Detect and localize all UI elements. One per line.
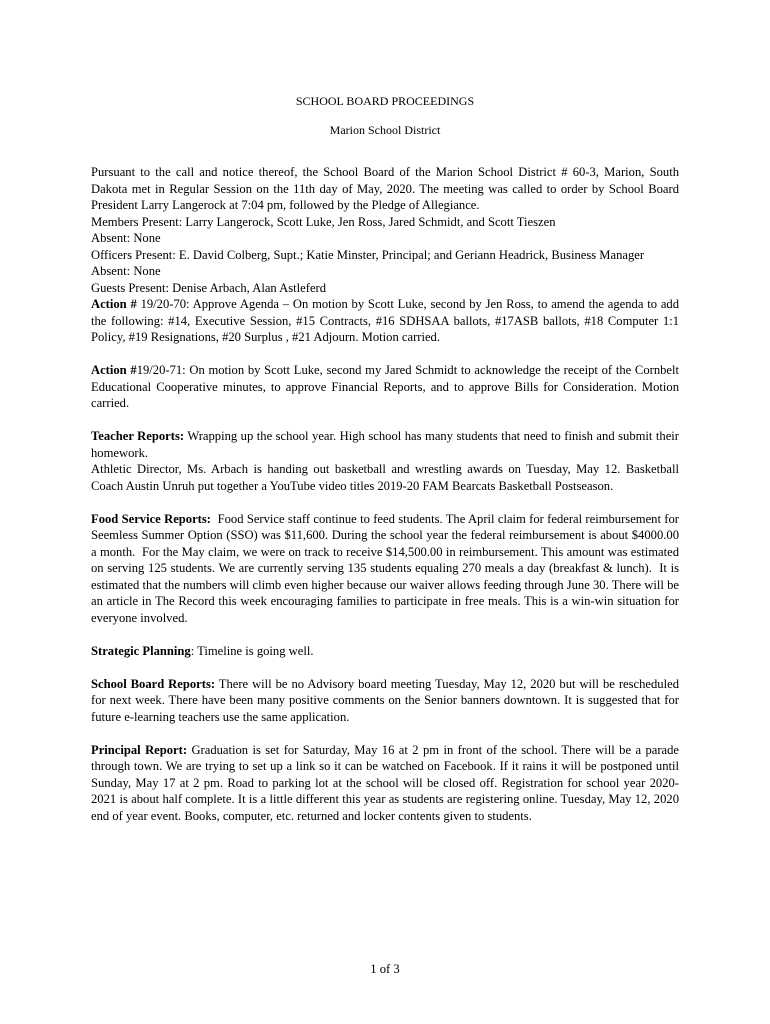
page-number: 1 of 3: [370, 962, 400, 976]
section-label: School Board Reports:: [91, 676, 216, 691]
teacher-reports: [91, 428, 679, 461]
section-label: Teacher Reports:: [91, 429, 185, 443]
food-service-reports: [91, 511, 683, 627]
absent-members: Absent: None: [91, 231, 161, 245]
guests-present: Guests Present: Denise Arbach, Alan Astleferd: [91, 280, 327, 295]
section-text: Wrapping up the school year. High school has many students that need to finish and submit their homework.: [91, 429, 679, 460]
document-body: [91, 93, 683, 824]
section-text: There will be no Advisory board meeting Tuesday, May 12, 2020 but will be rescheduled for next week. There have been many positive comments on the Senior banners downtown. It is suggested that for future e-learning teachers use the same application.: [91, 676, 679, 724]
members-present: Members Present: Larry Langerock, Scott Luke, Jen Ross, Jared Schmidt, and Scott Tieszen: [91, 214, 556, 229]
action-text: 19/20-70: Approve Agenda – On motion by Scott Luke, second by Jen Ross, to amend the agenda to add the following: #14, Executive Session, #15 Contracts, #16 SDHSAA ballots, #17ASB ballots, #18 Computer 1:1 Policy, #19 Resignations, #20 Surplus , #21 Adjourn. Motion carried.: [91, 297, 680, 344]
school-board-reports: [91, 676, 679, 726]
action-label: Action #: [91, 363, 137, 377]
principal-report: [91, 742, 679, 825]
section-text: Food Service staff continue to feed students. The April claim for federal reimbursement for Seemless Summer Option (SSO) was $11,600. During the school year the federal reimbursement is about $4000.00 a month. For the May claim, we were on track to receive $14,500.00 in reimbursement. This amount was estimated on serving 125 students. We are currently serving 135 students equaling 270 meals a day (breakfast & lunch). It is estimated that the numbers will climb even higher because our waiver allows feeding through June 30. There will be an article in The Record this week encouraging families to participate in free meals. This is a win-win situation for everyone involved.: [91, 511, 683, 625]
section-label: Strategic Planning: [91, 643, 191, 658]
action-item-71: [91, 362, 679, 412]
action-item-70: [91, 296, 679, 346]
absent-officers: Absent: None: [91, 264, 161, 278]
action-label: Action #: [91, 297, 137, 311]
section-text: Graduation is set for Saturday, May 16 at 2 pm in front of the school. There will be a parade through town. We are trying to set up a link so it can be watched on Facebook. If it rains it will be postponed until Sunday, May 17 at 2 pm. Road to parking lot at the school will be closed off. Registration for school year 2020-2021 is about half complete. It is a little different this year as students are registering online. Tuesday, May 12, 2020 end of year event. Books, computer, etc. returned and locker contents given to students.: [91, 742, 679, 823]
section-label: Principal Report:: [91, 742, 188, 757]
section-label: Food Service Reports:: [91, 511, 211, 526]
action-text: 19/20-71: On motion by Scott Luke, second my Jared Schmidt to acknowledge the receipt of the Cornbelt Educational Cooperative minutes, to approve Financial Reports, and to approve Bills for Consideration. Motion carried.: [91, 363, 679, 410]
strategic-planning: [91, 643, 679, 660]
document-title: SCHOOL BOARD PROCEEDINGS: [295, 94, 475, 108]
officers-present: Officers Present: E. David Colberg, Supt.; Katie Minster, Principal; and Geriann Headrick, Business Manager: [91, 247, 645, 262]
intro-paragraph: Pursuant to the call and notice thereof, the School Board of the Marion School District # 60-3, Marion, South Dakota met in Regular Session on the 11th day of May, 2020. The meeting was called to order by School Board President Larry Langerock at 7:04 pm, followed by the Pledge of Allegiance.: [91, 165, 679, 212]
district-name: Marion School District: [329, 122, 441, 137]
athletic-director-report: Athletic Director, Ms. Arbach is handing out basketball and wrestling awards on Tuesday, May 12. Basketball Coach Austin Unruh put together a YouTube video titles 2019-20 FAM Bearcats Basketball Postseason.: [91, 462, 679, 493]
section-text: : Timeline is going well.: [190, 643, 314, 658]
